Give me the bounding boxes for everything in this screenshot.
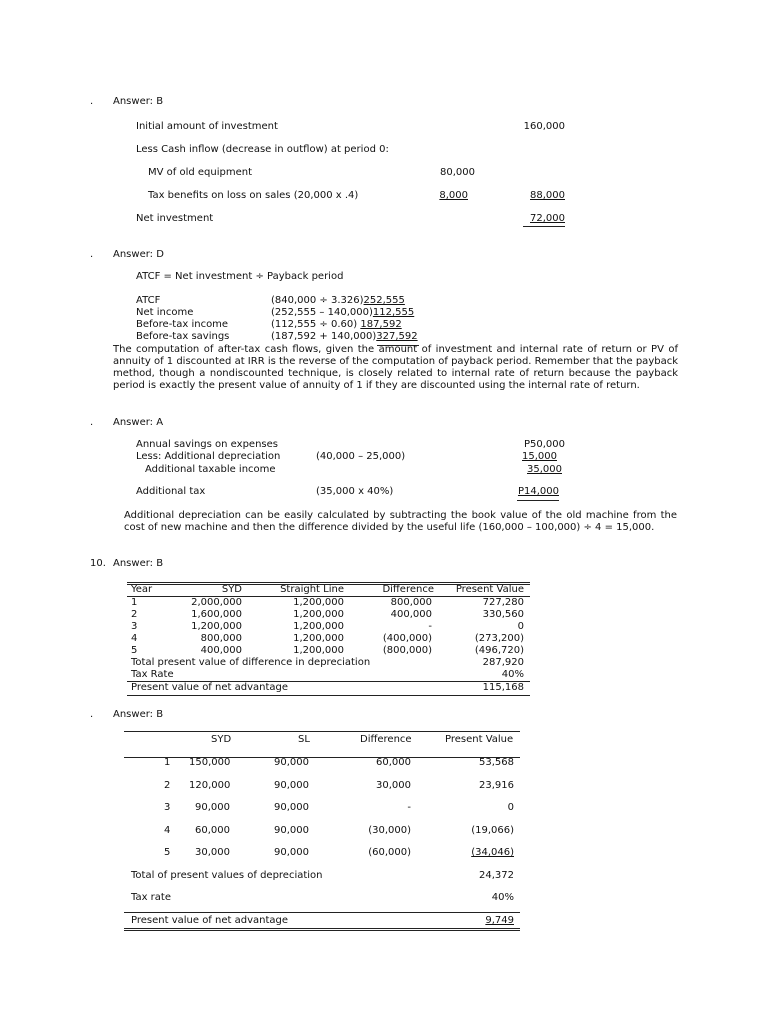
q9-bullet: . (90, 417, 94, 428)
summary-value: 40% (491, 892, 514, 903)
q10-answer: Answer: B (113, 558, 164, 569)
table-bottom-rule (124, 930, 520, 931)
q11-bullet: . (90, 709, 94, 720)
q8-row-label: Before-tax savings (136, 331, 230, 342)
column-header: SYD (221, 584, 242, 595)
summary-value: 24,372 (479, 870, 514, 881)
q8-bullet: . (90, 249, 94, 260)
table-top-rule (127, 582, 530, 583)
q9-row-calc: (40,000 – 25,000) (316, 451, 406, 462)
summary-label: Total of present values of depreciation (131, 870, 323, 881)
table-row: 3 1,200,000 1,200,000 - 0 (131, 621, 524, 632)
q7-bullet: . (90, 96, 94, 107)
q11-answer: Answer: B (113, 709, 164, 720)
summary-label: Present value of net advantage (131, 915, 289, 926)
q8-row-calc: (187,592 + 140,000)327,592 (271, 331, 418, 342)
summary-label: Tax Rate (131, 669, 174, 680)
double-underline (523, 226, 565, 227)
q9-explanation: Additional depreciation can be easily calculated by subtracting the book value of the old machine from the cost of new machine and then the difference divided by the useful life (160,000 – 100,000) ÷ 4 = 15,000. (124, 510, 677, 533)
q7-row-label: MV of old equipment (148, 167, 253, 178)
column-header: Present Value (455, 584, 524, 595)
table-row: 2 120,000 90,000 30,000 23,916 (164, 780, 514, 791)
q9-row-value: P50,000 (523, 439, 565, 450)
q9-row-value: P14,000 (517, 486, 559, 497)
q8-formula: ATCF = Net investment ÷ Payback period (136, 271, 344, 282)
q7-row-total: 88,000 (530, 190, 565, 201)
q9-row-label: Additional tax (136, 486, 206, 497)
column-header: Year (131, 584, 153, 595)
summary-label: Total present value of difference in depreciation (131, 657, 371, 668)
summary-value: 287,920 (482, 657, 524, 668)
column-header: Difference (360, 734, 412, 745)
q9-row-label: Additional taxable income (145, 464, 276, 475)
q8-row-calc: (840,000 ÷ 3.326)252,555 (271, 295, 405, 306)
q8-answer: Answer: D (113, 249, 164, 260)
table-top-rule (124, 731, 520, 732)
q7-row-label: Net investment (136, 213, 214, 224)
q9-row-label: Annual savings on expenses (136, 439, 278, 450)
q8-row-label: Before-tax income (136, 319, 229, 330)
summary-value: 9,749 (485, 915, 514, 926)
q9-row-value: 15,000 (522, 451, 557, 462)
summary-value: 40% (501, 669, 524, 680)
q7-row-label: Less Cash inflow (decrease in outflow) at period 0: (136, 144, 389, 155)
column-header: Straight Line (280, 584, 344, 595)
q7-row-label: Tax benefits on loss on sales (20,000 x .4) (148, 190, 359, 201)
table-row: 4 60,000 90,000 (30,000) (19,066) (164, 825, 514, 836)
q7-row-label: Initial amount of investment (136, 121, 278, 132)
summary-label: Tax rate (131, 892, 171, 903)
column-header: Present Value (445, 734, 514, 745)
q9-row-label: Less: Additional depreciation (136, 451, 281, 462)
q7-row-amount: 8,000 (439, 190, 468, 201)
q8-row-calc: (252,555 – 140,000)112,555 (271, 307, 415, 318)
table-row: 1 150,000 90,000 60,000 53,568 (164, 757, 514, 768)
q7-row-total: 160,000 (523, 121, 565, 132)
column-header: Difference (382, 584, 434, 595)
column-header: SL (298, 734, 310, 745)
q8-row-label: ATCF (136, 295, 161, 306)
q10-bullet: 10. (90, 558, 106, 569)
q8-row-label: Net income (136, 307, 194, 318)
q7-row-amount: 80,000 (440, 167, 475, 178)
q8-row-calc: (112,555 ÷ 0.60) 187,592 (271, 319, 402, 330)
q8-explanation: The computation of after-tax cash flows, given the amount of investment and internal rate of return or PV of annuity of 1 discounted at IRR is the reverse of the computation of payback period. Remember that the payback method, though a nondiscounted technique, is closely related to internal rate of return because the payback period is exactly the present value of annuity of 1 if they are discounted using the internal rate of return. (113, 344, 678, 391)
table-row: 1 2,000,000 1,200,000 800,000 727,280 (131, 597, 524, 608)
q9-row-calc: (35,000 x 40%) (316, 486, 394, 497)
summary-rule (124, 912, 520, 913)
table-bottom-rule (124, 928, 520, 929)
table-row: 5 30,000 90,000 (60,000) (34,046) (164, 847, 514, 858)
summary-value: 115,168 (482, 682, 524, 693)
summary-label: Present value of net advantage (131, 682, 289, 693)
table-row: 4 800,000 1,200,000 (400,000) (273,200) (131, 633, 524, 644)
table-bottom-rule (127, 695, 530, 696)
q9-answer: Answer: A (113, 417, 164, 428)
q7-answer: Answer: B (113, 96, 164, 107)
q7-row-total: 72,000 (530, 213, 565, 224)
q9-row-value: 35,000 (527, 464, 562, 475)
table-row: 2 1,600,000 1,200,000 400,000 330,560 (131, 609, 524, 620)
table-row: 5 400,000 1,200,000 (800,000) (496,720) (131, 645, 524, 656)
column-header: SYD (211, 734, 232, 745)
double-underline (517, 500, 559, 501)
table-row: 3 90,000 90,000 - 0 (164, 802, 514, 813)
